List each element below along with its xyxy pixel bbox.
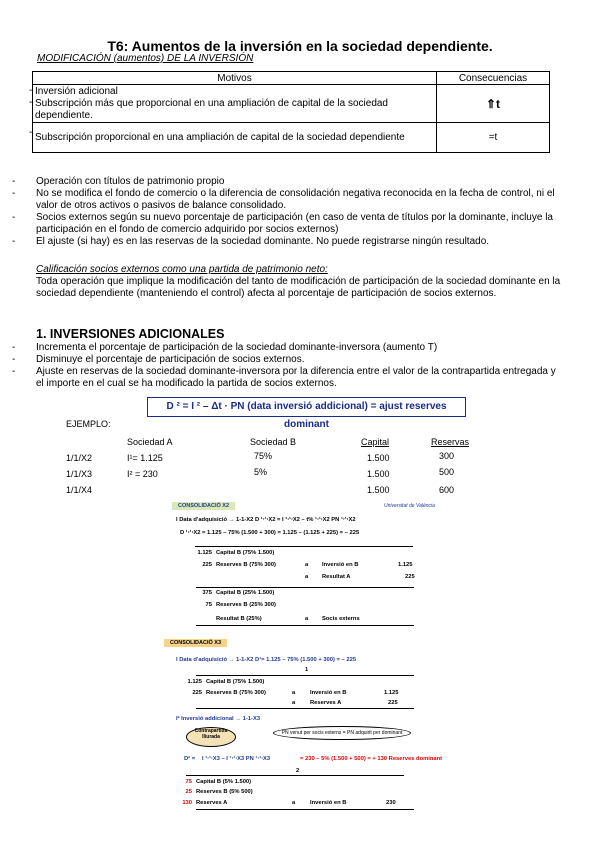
journal-text: 130 [182, 800, 192, 806]
journal-text: 1.125 [384, 690, 399, 696]
col-sociedad-a: Sociedad A [127, 437, 173, 447]
journal-text: Socis externs [322, 616, 360, 622]
list-item: El ajuste (si hay) es en las reservas de la sociedad dominante. No puede registrarse ningún resultado. [36, 236, 490, 247]
table-cell: 1/1/X3 [66, 469, 93, 479]
journal-text: a [305, 574, 309, 580]
journal-text: a [292, 690, 296, 696]
difference-line-x2: D ¹⋅¹⋅X2 = 1.125 – 75% (1.500 + 300) = 1.125 – (1.125 + 225) = – 225 [180, 530, 360, 536]
col-sociedad-b: Sociedad B [250, 437, 297, 447]
table-cell: I¹= 1.125 [127, 453, 163, 463]
journal-text: Capital B (5% 1.500) [196, 779, 252, 785]
consequence-increase: ⇑t [437, 85, 550, 123]
consequence-equal: =t [437, 123, 550, 153]
table-cell: 1.500 [367, 469, 390, 479]
motive-line-1: Inversión adicional [35, 85, 118, 97]
table-row-2-motive: - Subscripción proporcional en una ampliación de capital de la sociedad dependiente [33, 123, 437, 153]
journal-divider [195, 546, 413, 547]
journal-divider [196, 809, 414, 810]
journal-text: 230 [386, 800, 396, 806]
journal-text: Inversió en B [310, 800, 347, 806]
journal-text: a [305, 616, 309, 622]
journal-text: Capital B (75% 1.500) [216, 550, 275, 556]
calification-text: Toda operación que implique la modificación del tanto de modificación de participación de la sociedad dominante en la sociedad dependiente (manteniendo el control) afecta al porcentaje de participación de socios externos. [36, 276, 561, 299]
list-item: Ajuste en reservas de la sociedad dominante-inversora por la diferencia entre el valor de la contrapartida entregada y el importe en el cual se ha modificado la partida de socios externos. [36, 366, 556, 389]
motive-line-2: Subscripción más que proporcional en una ampliación de capital de la sociedad dependiente. [35, 97, 388, 121]
journal-text: Inversió en B [322, 562, 359, 568]
journal-divider [196, 675, 414, 676]
journal-text: Resultat A [322, 574, 351, 580]
acquisition-line-x3: I Data d'adquisició → 1-1-X2 D¹= 1.125 – 75% (1.500 + 300) = – 225 [176, 657, 357, 663]
list-item: Incrementa el porcentaje de participación de la sociedad dominante-inversora (aumento T) [36, 342, 438, 353]
motive-line-3: Subscripción proporcional en una ampliación de capital de la sociedad dependiente [35, 131, 405, 143]
col-reservas: Reservas [431, 437, 470, 447]
journal-text: 225 [405, 574, 415, 580]
header-consecuencias: Consecuencias [437, 72, 550, 85]
journal-text: a [292, 800, 296, 806]
table-cell: 1.500 [367, 485, 390, 495]
motives-table [29, 71, 550, 153]
col-capital: Capital [361, 437, 390, 447]
page-title: T6: Aumentos de la inversión en la sociedad dependiente. [107, 38, 493, 54]
pn-oval: PN venut per socis externs = PN adquirit per dominant [273, 726, 411, 740]
journal-text: a [292, 700, 296, 706]
journal-text: 225 [202, 562, 212, 568]
journal-text: 75 [185, 779, 192, 785]
section-heading: 1. INVERSIONES ADICIONALES [36, 327, 225, 341]
table-cell: 500 [439, 467, 455, 477]
journal-text: 2 [296, 768, 300, 774]
delivered-counterpart-oval: Contrapartida lliurada [186, 727, 236, 747]
list-item: Disminuye el porcentaje de participación de socios externos. [36, 354, 305, 365]
journal-divider [196, 587, 414, 588]
table-cell: 1.500 [367, 453, 390, 463]
journal-text: a [305, 562, 309, 568]
journal-text: Reserves B (75% 300) [216, 562, 276, 568]
calification-heading: Calificación socios externos como una partida de patrimonio neto: [36, 264, 328, 275]
journal-divider [196, 625, 414, 626]
table-cell: 1/1/X2 [66, 453, 93, 463]
additional-investment-line: I² Inversió addicional → 1-1-X3 [176, 716, 261, 722]
journal-text: 1.125 [187, 679, 202, 685]
journal-text: Inversió en B [310, 690, 347, 696]
journal-divider [196, 708, 414, 709]
university-logo: Universitat de València [384, 503, 435, 509]
header-motivos: Motivos [33, 72, 437, 85]
table-cell: 75% [254, 451, 273, 461]
list-item: Operación con títulos de patrimonio propio [36, 176, 225, 187]
example-label: EJEMPLO: [66, 419, 111, 429]
journal-text: Reserves A [196, 800, 228, 806]
table-cell: 1/1/X4 [66, 485, 93, 495]
journal-text: Capital B (25% 1.500) [216, 590, 275, 596]
journal-text: 75 [205, 602, 212, 608]
journal-text: Reserves A [310, 700, 342, 706]
journal-text: D² = [184, 756, 196, 762]
journal-text: Resultat B (25%) [216, 616, 262, 622]
list-item: Socios externos según su nuevo porcentaje de participación (en caso de venta de títulos por la dominante, incluye la participación en el fondo de comercio adquirido por socios externos) [36, 212, 553, 235]
table-cell: 600 [439, 485, 455, 495]
journal-text: 375 [202, 590, 212, 596]
journal-text: 1 [305, 667, 309, 673]
adjustment-result: = 230 – 5% (1.500 + 500) = + 130 Reserves dominant [300, 756, 443, 762]
journal-text: Capital B (75% 1.500) [206, 679, 265, 685]
journal-text: 25 [185, 789, 192, 795]
journal-text: Reserves B (5% 500) [196, 789, 253, 795]
consolidation-x3-tag: CONSOLIDACIÓ X3 [164, 639, 227, 647]
journal-text: Reserves B (75% 300) [206, 690, 266, 696]
formula-box: D ² = I ² – Δt · PN (data inversió addicional) = ajust reserves dominant [147, 397, 466, 417]
journal-text: Reserves B (25% 300) [216, 602, 276, 608]
journal-text: 225 [388, 700, 398, 706]
journal-text: I ¹⋅¹⋅X3 – I ¹⋅¹⋅X3 PN ¹⋅¹⋅X3 [202, 756, 271, 762]
journal-divider [186, 775, 404, 776]
journal-text: 1.125 [398, 562, 413, 568]
journal-text: 1.125 [197, 550, 212, 556]
list-item: No se modifica el fondo de comercio o la diferencia de consolidación negativa reconocida en la fecha de control, ni el valor de otros activos o pasivos de balance consolidado. [36, 188, 555, 211]
table-cell: I² = 230 [127, 469, 158, 479]
table-cell: 5% [254, 467, 268, 477]
subtitle: MODIFICACIÓN (aumentos) DE LA INVERSIÓN [37, 53, 254, 64]
journal-text: 225 [192, 690, 202, 696]
table-row-1-motive: - - Inversión adicional Subscripción más que proporcional en una ampliación de capital de la sociedad dependiente. [33, 85, 437, 123]
acquisition-line-x2: I Data d'adquisició → 1-1-X2 D ¹⋅¹⋅X2 = I ¹⋅¹⋅X2 – t% ¹⋅¹⋅X2 PN ¹⋅¹⋅X2 [176, 517, 356, 523]
table-cell: 300 [439, 451, 455, 461]
consolidation-x2-tag: CONSOLIDACIÓ X2 [172, 502, 235, 510]
